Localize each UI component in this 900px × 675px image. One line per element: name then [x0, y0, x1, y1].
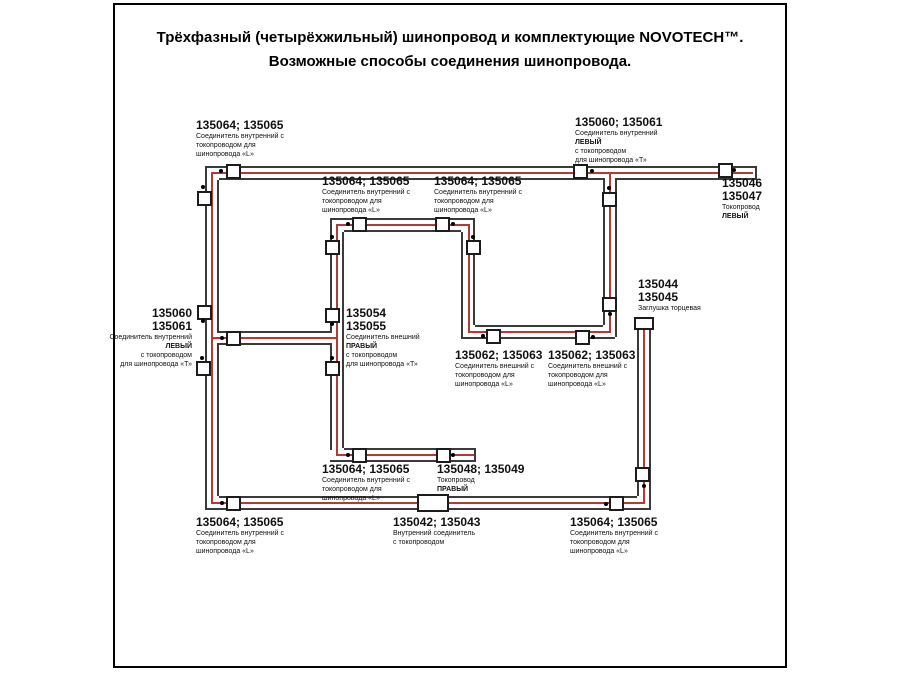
part-desc: Соединитель внутренний	[109, 334, 192, 341]
page-title-line2: Возможные способы соединения шинопровода.	[268, 53, 632, 70]
part-number: 135060; 135061	[575, 115, 663, 129]
part-label-bottom-center	[393, 516, 480, 547]
part-number: 135064; 135065	[196, 515, 284, 529]
part-number: 135042; 135043	[393, 515, 481, 529]
part-label-external-right	[548, 349, 635, 389]
part-desc: шинопровода «L»	[570, 548, 628, 555]
part-desc: ЛЕВЫЙ	[722, 213, 749, 220]
part-desc: Внутренний соединитель	[393, 530, 476, 537]
part-desc: Токопровод	[437, 477, 475, 484]
connector-box	[635, 467, 650, 482]
part-desc: Соединитель внутренний с	[434, 189, 522, 196]
part-label-feed-right	[437, 463, 524, 494]
part-desc: шинопровода «L»	[455, 381, 513, 388]
part-desc: шинопровода «L»	[322, 495, 380, 502]
part-desc: ЛЕВЫЙ	[165, 343, 192, 350]
junction-dot	[330, 356, 334, 360]
part-label-bottom-left	[196, 516, 284, 556]
part-number: 135055	[346, 319, 387, 333]
connector-box	[197, 305, 212, 320]
part-number: 135064; 135065	[322, 174, 410, 188]
part-desc: с токопроводом	[140, 352, 192, 359]
junction-dot	[732, 168, 736, 172]
connector-box	[352, 448, 367, 463]
part-number: 135064; 135065	[322, 462, 410, 476]
part-number: 135064; 135065	[570, 515, 658, 529]
part-label-end-cap	[638, 278, 701, 313]
junction-dot	[201, 185, 205, 189]
part-desc: токопроводом для	[322, 486, 382, 493]
connector-box	[226, 164, 241, 179]
part-desc: Соединитель внутренний с	[196, 133, 284, 140]
junction-dot	[607, 186, 611, 190]
part-label-bottom-right	[570, 516, 658, 556]
part-desc: токопроводом для	[548, 372, 608, 379]
part-desc: Соединитель внутренний	[575, 130, 658, 137]
part-desc: Соединитель внешний	[346, 334, 420, 341]
part-number: 135064; 135065	[196, 118, 284, 132]
junction-dot	[471, 235, 475, 239]
part-desc: Заглушка торцевая	[638, 305, 701, 312]
part-label-inner-top-left	[322, 175, 410, 215]
part-desc: с токопроводом	[346, 352, 398, 359]
part-number: 135048; 135049	[437, 462, 525, 476]
page-title-line1: Трёхфазный (четырёхжильный) шинопровод и комплектующие NOVOTECH™.	[156, 29, 744, 46]
part-desc: токопроводом для	[570, 539, 630, 546]
corner-patch	[207, 168, 219, 180]
part-desc: для шинопровода «Т»	[575, 157, 647, 164]
part-label-left-tee	[92, 307, 192, 369]
junction-dot	[591, 335, 595, 339]
part-label-feed-left	[722, 177, 762, 221]
corner-patch	[461, 220, 473, 232]
junction-dot	[220, 501, 224, 505]
connector-box	[196, 361, 211, 376]
part-number: 135046	[722, 176, 763, 190]
part-desc: шинопровода «L»	[548, 381, 606, 388]
junction-dot	[219, 169, 223, 173]
junction-dot	[590, 169, 594, 173]
part-desc: Соединитель внутренний с	[196, 530, 284, 537]
part-number: 135045	[638, 290, 679, 304]
connector-box	[226, 331, 241, 346]
part-desc: с токопроводом	[575, 148, 627, 155]
part-number: 135064; 135065	[434, 174, 522, 188]
connector-box	[325, 240, 340, 255]
connector-box	[486, 329, 501, 344]
part-number: 135061	[151, 319, 192, 333]
part-number: 135060	[151, 306, 192, 320]
junction-dot	[220, 336, 224, 340]
connector-box	[602, 192, 617, 207]
connector-box	[436, 448, 451, 463]
junction-dot	[330, 235, 334, 239]
part-desc: Соединитель внутренний с	[322, 477, 410, 484]
part-label-top-right	[575, 116, 662, 165]
part-desc: токопроводом для	[196, 142, 256, 149]
part-desc: ПРАВЫЙ	[437, 486, 469, 493]
part-label-top-left	[196, 119, 284, 159]
junction-dot	[604, 502, 608, 506]
part-desc: токопроводом для	[196, 539, 256, 546]
junction-dot	[608, 312, 612, 316]
part-desc: ПРАВЫЙ	[346, 343, 378, 350]
part-label-center-tee	[346, 307, 420, 369]
corner-patch	[332, 220, 344, 232]
part-desc: Соединитель внутренний с	[570, 530, 658, 537]
connector-box	[325, 361, 340, 376]
part-desc: Соединитель внешний с	[455, 363, 535, 370]
part-label-inner-top-right	[434, 175, 522, 215]
conductor-inner-left	[336, 224, 338, 456]
part-number: 135047	[722, 189, 763, 203]
junction-dot	[451, 222, 455, 226]
junction-dot	[481, 334, 485, 338]
part-number: 135062; 135063	[548, 348, 636, 362]
part-desc: с токопроводом	[393, 539, 445, 546]
junction-dot	[330, 322, 334, 326]
part-number: 135062; 135063	[455, 348, 543, 362]
connector-box	[352, 217, 367, 232]
part-number: 135044	[638, 277, 679, 291]
part-number: 135054	[346, 306, 387, 320]
connector-box	[435, 217, 450, 232]
connector-box	[325, 308, 340, 323]
part-desc: Соединитель внутренний с	[322, 189, 410, 196]
straight-connector-box	[417, 494, 449, 512]
junction-dot	[346, 453, 350, 457]
part-desc: шинопровода «L»	[196, 151, 254, 158]
part-label-inner-bottom	[322, 463, 410, 503]
junction-dot	[200, 356, 204, 360]
connector-box	[573, 164, 588, 179]
connector-box	[466, 240, 481, 255]
part-desc: Соединитель внешний с	[548, 363, 628, 370]
junction-dot	[642, 484, 646, 488]
connector-box	[575, 330, 590, 345]
connector-box	[226, 496, 241, 511]
connector-box	[602, 297, 617, 312]
part-desc: Токопровод	[722, 204, 760, 211]
junction-dot	[451, 453, 455, 457]
part-label-external-left	[455, 349, 542, 389]
part-desc: для шинопровода «Т»	[346, 361, 418, 368]
part-desc: шинопровода «L»	[434, 207, 492, 214]
junction-dot	[201, 319, 205, 323]
part-desc: ЛЕВЫЙ	[575, 139, 602, 146]
junction-dot	[346, 222, 350, 226]
connector-box	[197, 191, 212, 206]
connector-box	[609, 496, 624, 511]
part-desc: токопроводом для	[455, 372, 515, 379]
part-desc: шинопровода «L»	[322, 207, 380, 214]
part-desc: токопроводом для	[322, 198, 382, 205]
part-desc: шинопровода «L»	[196, 548, 254, 555]
part-desc: токопроводом для	[434, 198, 494, 205]
end-cap-box	[634, 317, 654, 330]
part-desc: для шинопровода «Т»	[120, 361, 192, 368]
